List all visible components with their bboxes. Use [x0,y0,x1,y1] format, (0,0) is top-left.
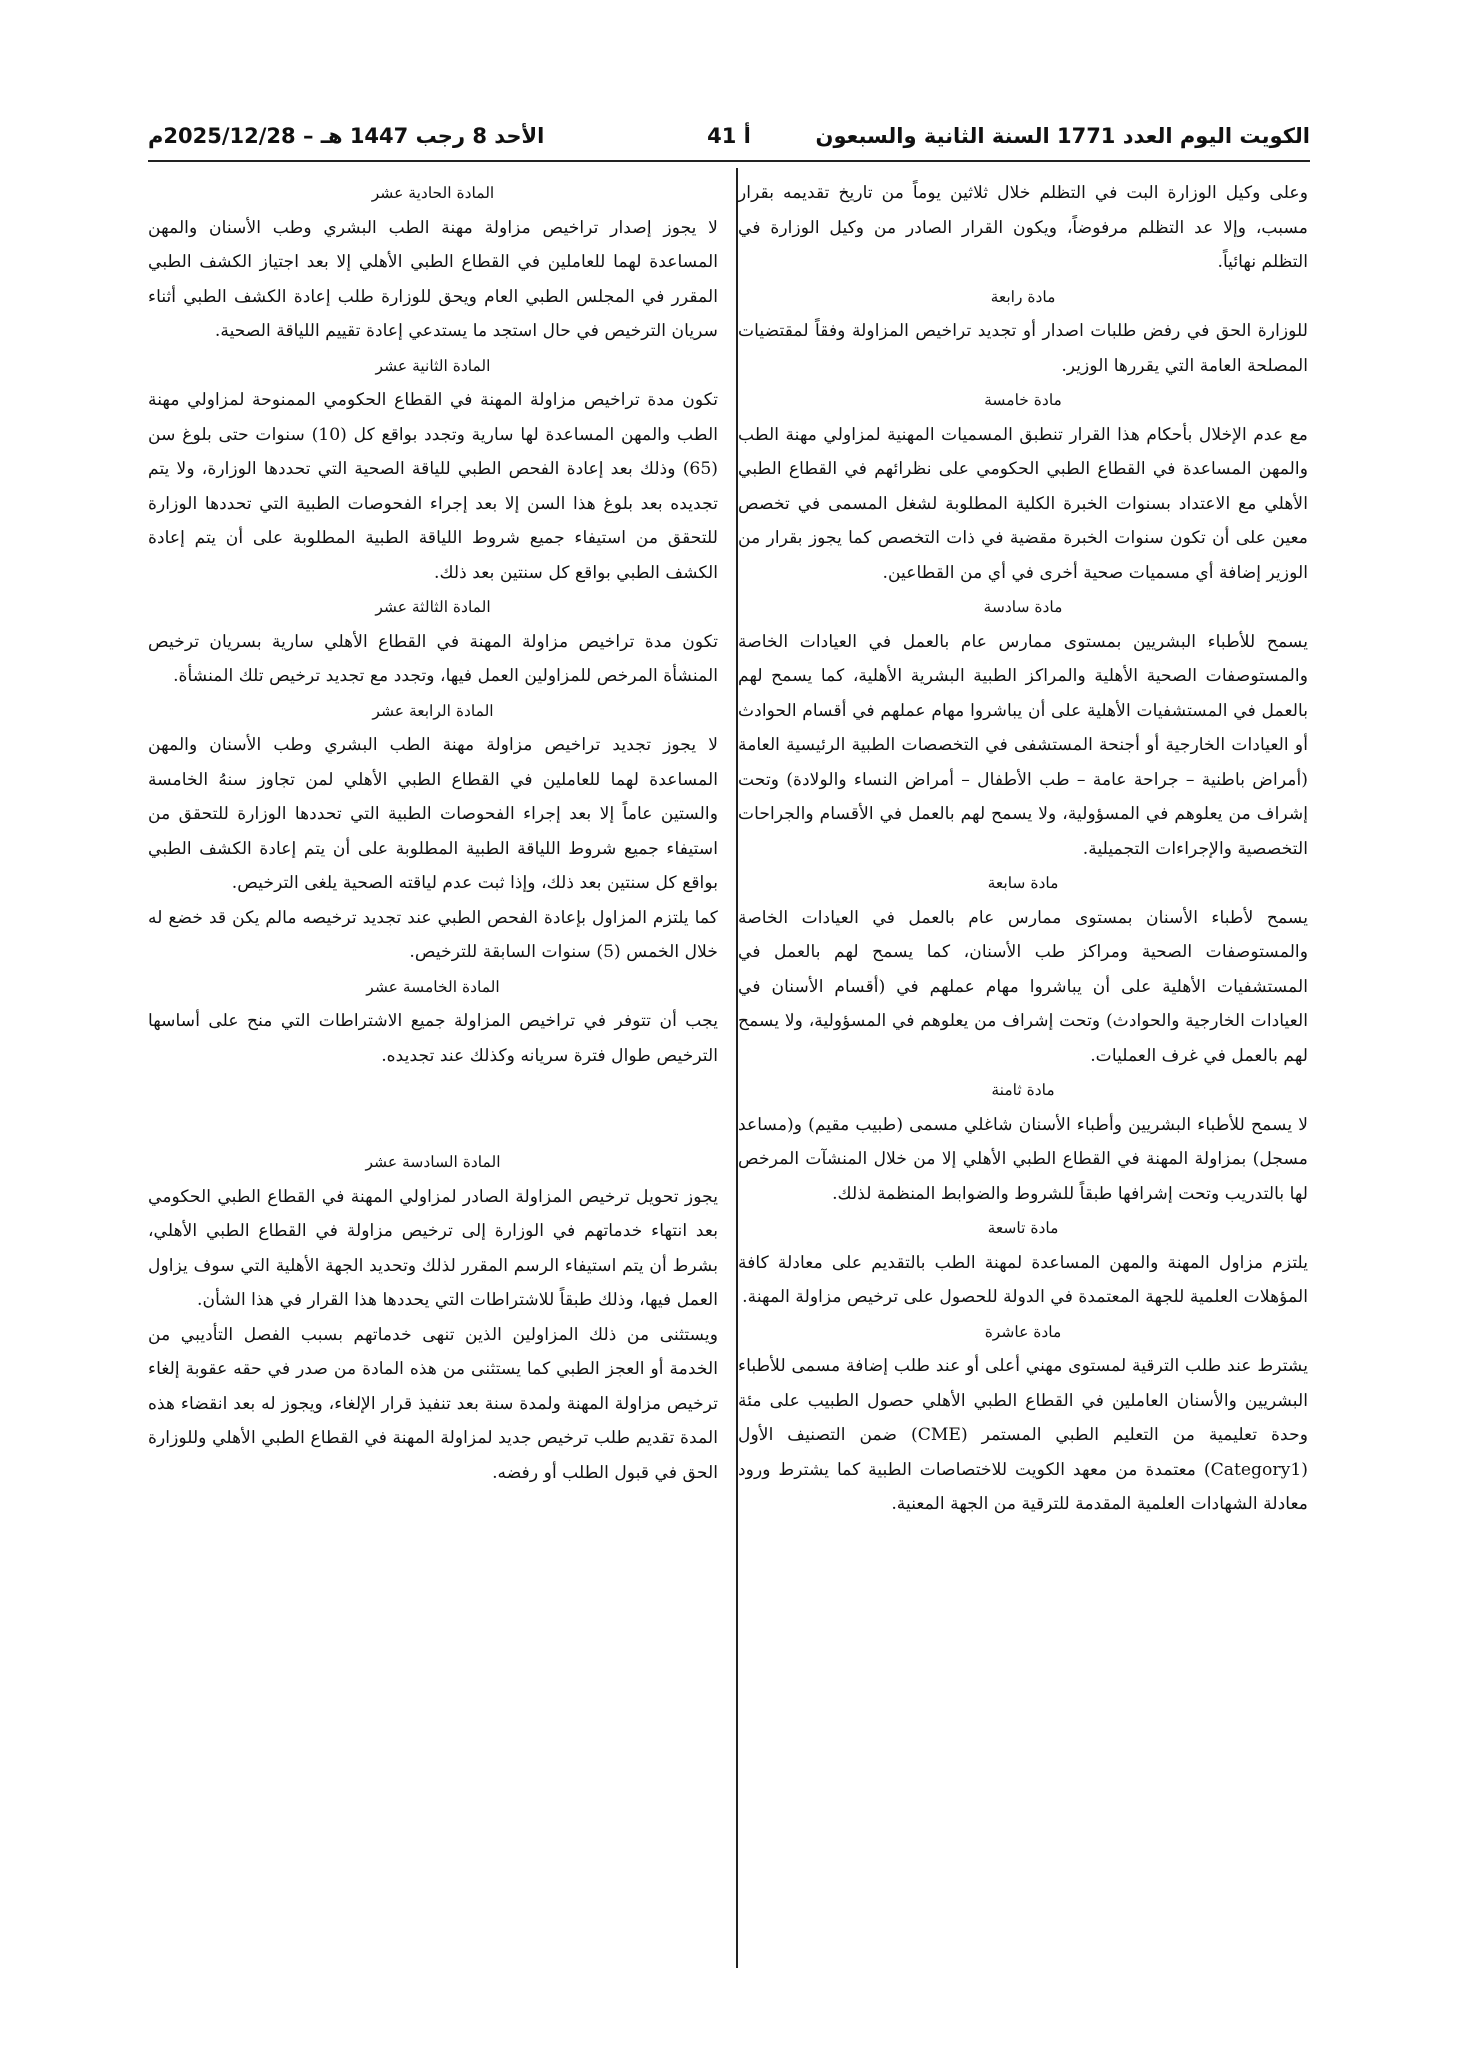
article-paragraph: كما يلتزم المزاول بإعادة الفحص الطبي عند تجديد ترخيصه مالم يكن قد خضع له خلال الخمس (5) سنوات السابقة للترخيص. [148,907,718,962]
page-number: أ 41 [707,124,751,148]
article-paragraph: يلتزم مزاول المهنة والمهن المساعدة لمهنة الطب بالتقديم على معادلة كافة المؤهلات العلمية للجهة المعتمدة في الدولة للحصول على ترخيص مزاولة المهنة. [738,1252,1308,1307]
blank-space [148,1073,718,1145]
article-title: مادة تاسعة [987,1219,1059,1237]
article-paragraph: للوزارة الحق في رفض طلبات اصدار أو تجديد تراخيص المزاولة وفقاً لمقتضيات المصلحة العامة التي يقررها الوزير. [738,321,1308,376]
article-title: مادة عاشرة [984,1322,1062,1341]
article-title: المادة الثالثة عشر [375,598,491,616]
article-paragraph: يسمح للأطباء البشريين بمستوى ممارس عام بالعمل في العيادات الخاصة والمستوصفات الصحية الأهلية والمراكز الطبية البشرية الأهلية، كما يسمح لهم بالعمل في المستشفيات الأهلية على أن يباشروا مهام عملهم في أقسام الحوادث أو العيادات الخارجية أو أجنحة المستشفى في التخصصات الطبية الرئيسية العامة (أمراض باطنية – جراحة عامة – طب الأطفال – أمراض النساء والولادة) وتحت إشراف من يعلوهم في المسؤولية، ولا يسمح لهم بالعمل في الأقسام والجراحات التخصصية والإجراءات التجميلية. [738,631,1308,859]
article-title: مادة خامسة [984,391,1062,409]
article-title: المادة السادسة عشر [365,1153,501,1171]
page-header [148,118,1310,162]
article-paragraph: لا يجوز إصدار تراخيص مزاولة مهنة الطب البشري وطب الأسنان والمهن المساعدة لهما للعاملين في القطاع الطبي الأهلي إلا بعد اجتياز الكشف الطبي المقرر في المجلس الطبي العام ويحق للوزارة طلب إعادة الكشف الطبي أثناء سريان الترخيص في حال استجد ما يستدعي إعادة تقييم اللياقة الصحية. [148,217,718,341]
article-paragraph: تكون مدة تراخيص مزاولة المهنة في القطاع الأهلي سارية بسريان ترخيص المنشأة المرخص للمزاولين العمل فيها، وتجدد مع تجديد ترخيص تلك المنشأة. [148,631,718,686]
article-paragraph: مع عدم الإخلال بأحكام هذا القرار تنطبق المسميات المهنية لمزاولي مهنة الطب والمهن المساعدة في القطاع الطبي الحكومي على نظرائهم في القطاع الطبي الأهلي مع الاعتداد بسنوات الخبرة الكلية المطلوبة لشغل المسمى في تخصص معين على أن تكون سنوات الخبرة مقضية في ذات التخصص كما يجوز بقرار من الوزير إضافة أي مسميات صحية أخرى في أي من القطاعين. [738,424,1308,583]
article-paragraph: ويستثنى من ذلك المزاولين الذين تنهى خدماتهم بسبب الفصل التأديبي من الخدمة أو العجز الطبي كما يستثنى من هذه المادة من صدر في حقه عقوبة إلغاء ترخيص مزاولة المهنة ولمدة سنة بعد تنفيذ قرار الإلغاء، ويجوز له بعد انقضاء هذه المدة تقديم طلب ترخيص جديد لمزاولة المهنة في القطاع الطبي الأهلي وللوزارة الحق في قبول الطلب أو رفضه. [148,1324,718,1483]
article-title: المادة الثانية عشر [375,356,491,375]
article-paragraph: وعلى وكيل الوزارة البت في التظلم خلال ثلاثين يوماً من تاريخ تقديمه بقرار مسبب، وإلا عد التظلم مرفوضاً، ويكون القرار الصادر من وكيل الوزارة في التظلم نهائياً. [738,183,1308,272]
article-paragraph: يسمح لأطباء الأسنان بمستوى ممارس عام بالعمل في العيادات الخاصة والمستوصفات الصحية ومراكز طب الأسنان، كما يسمح لهم بالعمل في المستشفيات الأهلية على أن يباشروا مهام عملهم في (أقسام الأسنان في العيادات الخارجية والحوادث) وتحت إشراف من يعلوهم في المسؤولية، ولا يسمح لهم بالعمل في غرف العمليات. [738,907,1308,1066]
article-title: المادة الخامسة عشر [366,977,500,996]
article-title: مادة سابعة [987,874,1059,892]
article-paragraph: يجوز تحويل ترخيص المزاولة الصادر لمزاولي المهنة في القطاع الطبي الحكومي بعد انتهاء خدماتهم في الوزارة إلى ترخيص مزاولة في القطاع الطبي الأهلي، بشرط أن يتم استيفاء الرسم المقرر لذلك وتحديد الجهة الأهلية التي سوف يزاول العمل فيها، وذلك طبقاً للاشتراطات التي يحددها هذا القرار في هذا الشأن. [148,1186,718,1310]
article-paragraph: لا يجوز تجديد تراخيص مزاولة مهنة الطب البشري وطب الأسنان والمهن المساعدة لهما للعاملين في القطاع الطبي الأهلي لمن تجاوز سنهُ الخامسة والستين عاماً إلا بعد إجراء الفحوصات الطبية التي تحددها الوزارة للتحقق من استيفاء جميع شروط اللياقة الطبية المطلوبة على أن يتم إعادة الكشف الطبي بواقع كل سنتين بعد ذلك، وإذا ثبت عدم لياقته الصحية يلغى الترخيص. [148,735,718,893]
article-title: مادة ثامنة [991,1081,1055,1099]
article-paragraph: يجب أن تتوفر في تراخيص المزاولة جميع الاشتراطات التي منح على أساسها الترخيص طوال فترة سريانه وكذلك عند تجديده. [148,1011,718,1066]
header-issue-info: الكويت اليوم العدد 1771 السنة الثانية والسبعون [815,124,1310,148]
article-paragraph: يشترط عند طلب الترقية لمستوى مهني أعلى أو عند طلب إضافة مسمى للأطباء البشريين والأسنان العاملين في القطاع الطبي الأهلي حصول الطبيب على مئة وحدة تعليمية من التعليم الطبي المستمر (CME) ضمن التصنيف الأول (Category1) معتمدة من معهد الكويت للاختصاصات الطبية كما يشترط ورود معادلة الشهادات العلمية المقدمة للترقية من الجهة المعنية. [738,1356,1308,1514]
article-title: المادة الرابعة عشر [372,701,494,720]
left-column [148,176,718,1490]
article-paragraph: لا يسمح للأطباء البشريين وأطباء الأسنان شاغلي مسمى (طبيب مقيم) و(مساعد مسجل) بمزاولة المهنة في القطاع الطبي الأهلي إلا من خلال المنشآت المرخص لها بالتدريب وتحت إشرافها طبقاً للشروط والضوابط المنظمة لذلك. [738,1114,1308,1204]
article-title: مادة سادسة [983,598,1063,616]
right-column [738,176,1308,1522]
article-paragraph: تكون مدة تراخيص مزاولة المهنة في القطاع الحكومي الممنوحة لمزاولي مهنة الطب والمهن المساعدة لها سارية وتجدد بواقع كل (10) سنوات حتى بلوغ سن (65) وذلك بعد إعادة الفحص الطبي للياقة الصحية التي تحددها الوزارة، ولا يتم تجديده بعد بلوغ هذا السن إلا بعد إجراء الفحوصات الطبية التي تحددها الوزارة للتحقق من استيفاء جميع شروط اللياقة الطبية المطلوبة على أن يتم إعادة الكشف الطبي بواقع كل سنتين بعد ذلك. [148,390,718,583]
article-title: مادة رابعة [990,287,1056,306]
article-title: المادة الحادية عشر [371,184,495,202]
header-date: الأحد 8 رجب 1447 هـ – 2025/12/28م [148,124,545,148]
